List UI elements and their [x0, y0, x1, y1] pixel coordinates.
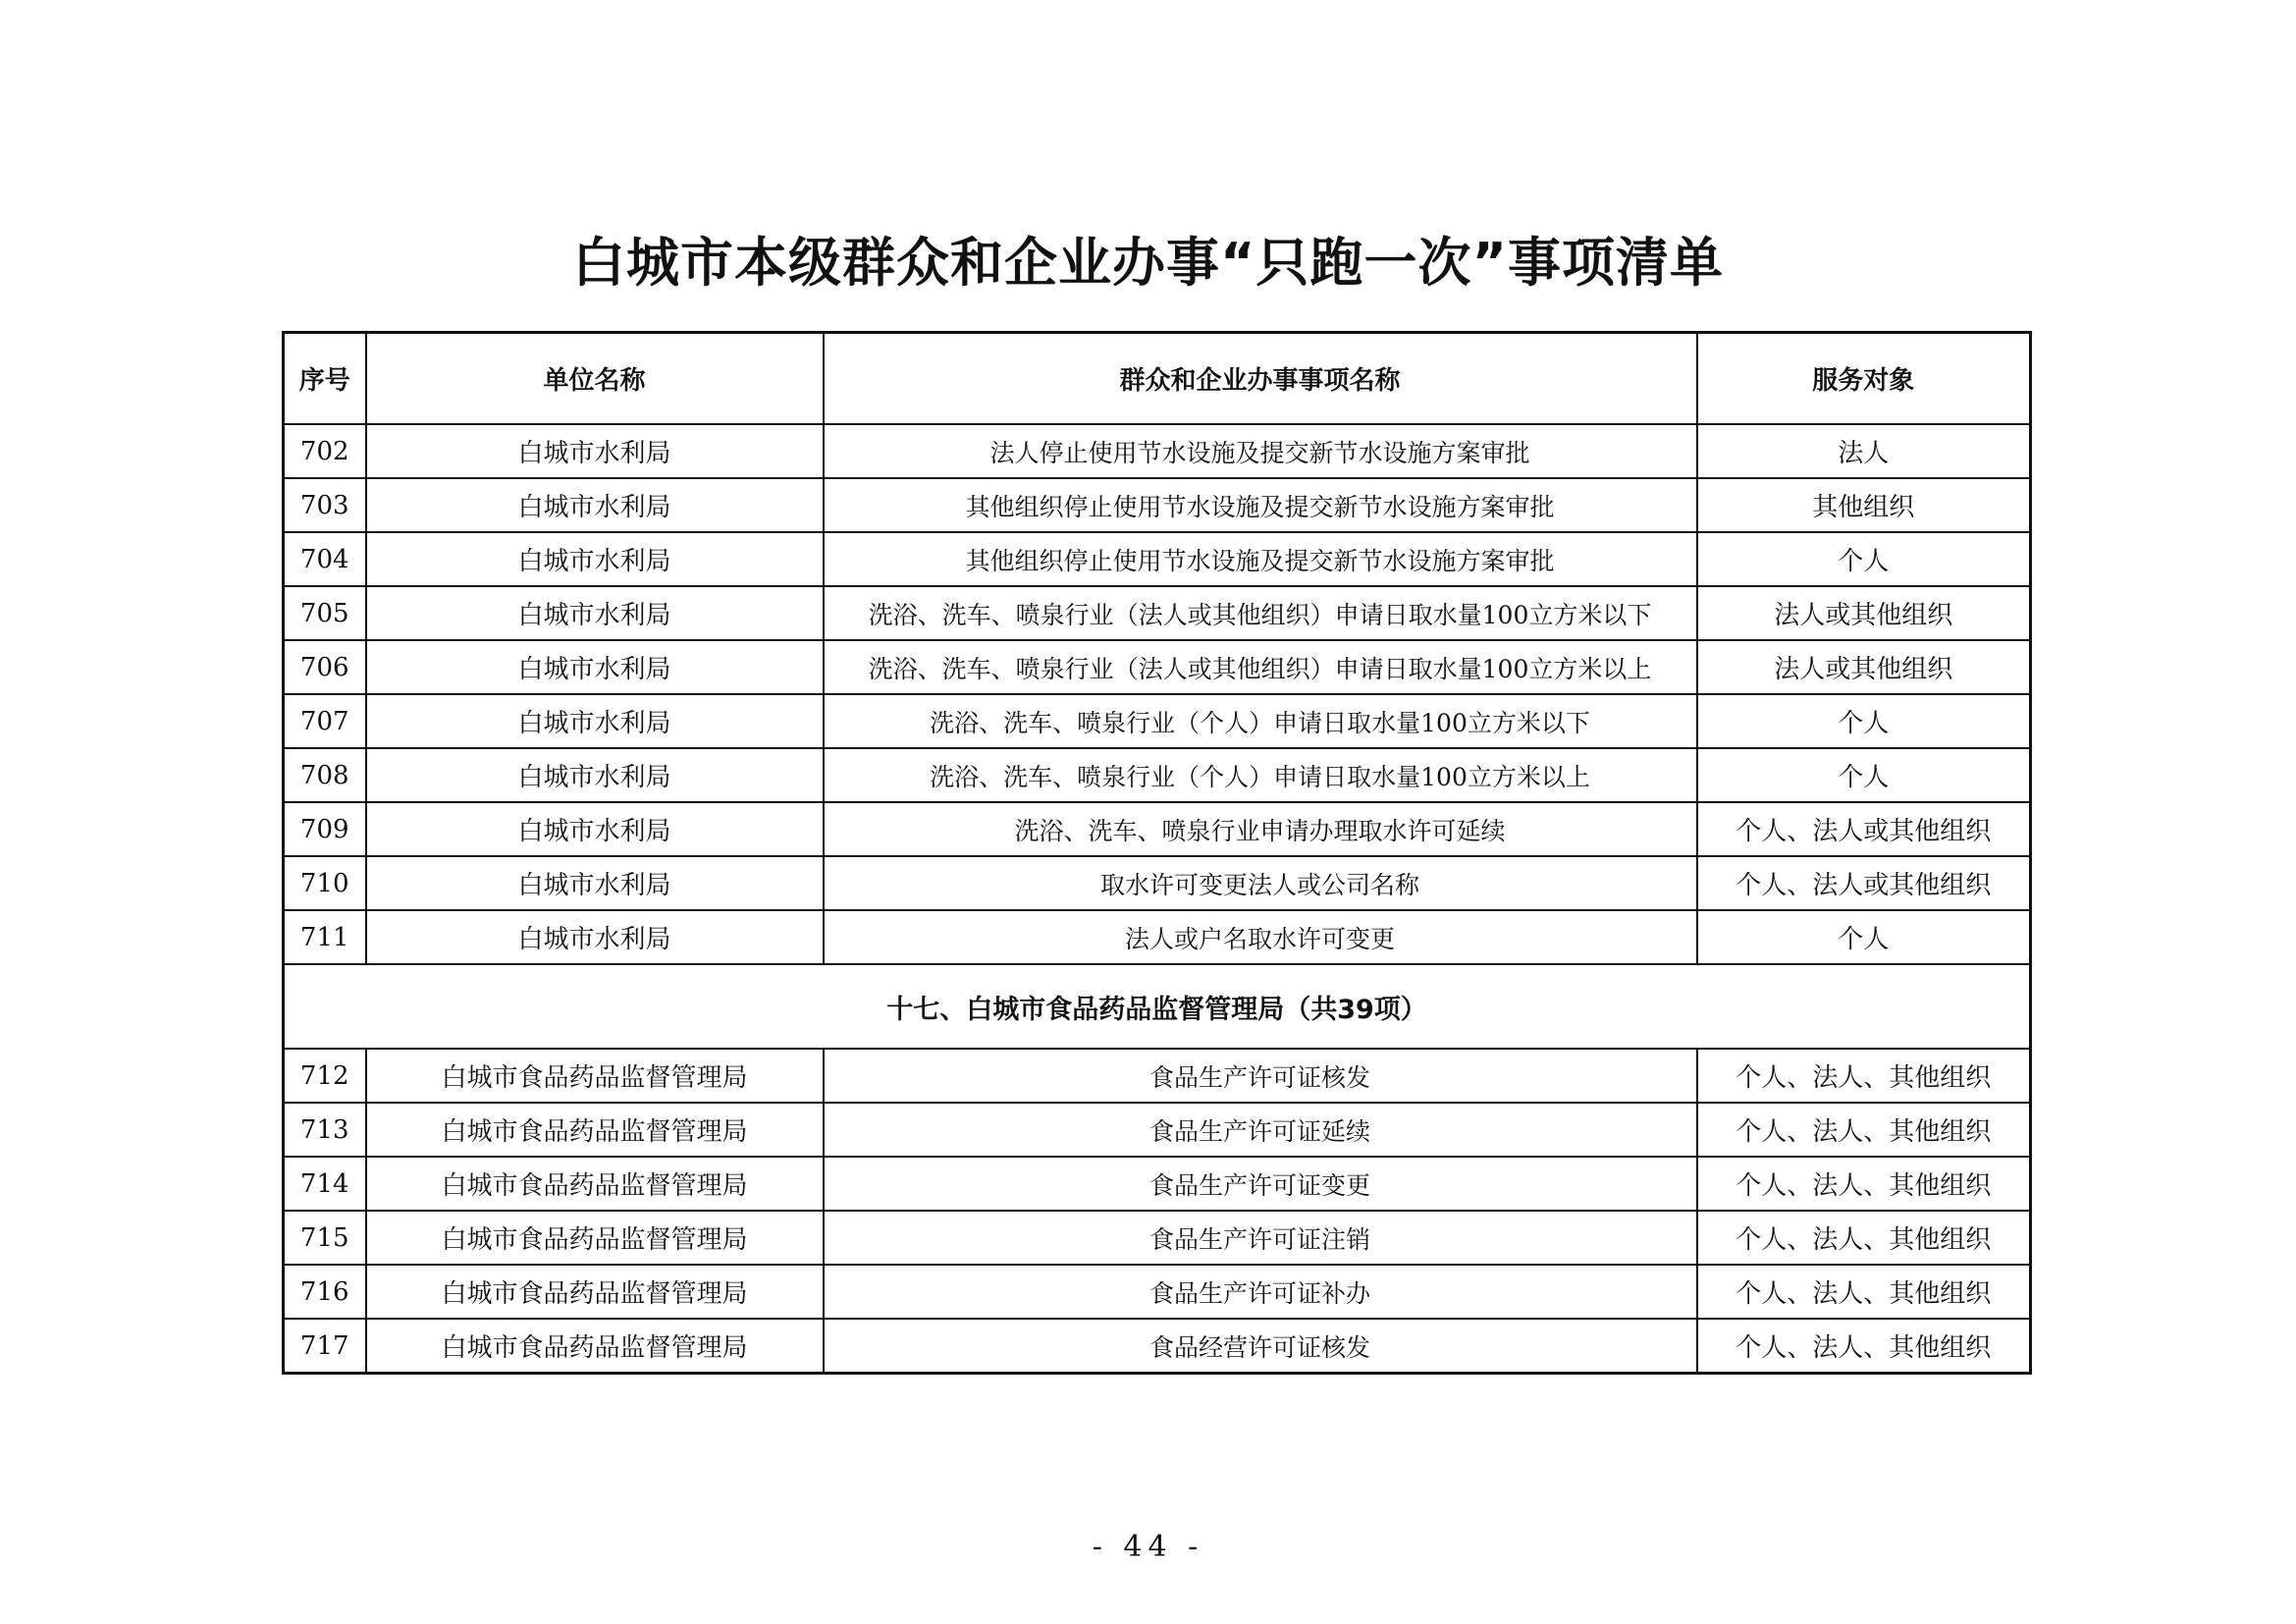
table-row	[284, 802, 2031, 856]
table-row	[284, 910, 2031, 964]
cell-unit: 白城市水利局	[366, 856, 824, 910]
table-row	[284, 748, 2031, 802]
cell-item: 食品生产许可证延续	[824, 1103, 1697, 1157]
cell-target: 个人、法人、其他组织	[1697, 1103, 2031, 1157]
cell-target: 个人、法人、其他组织	[1697, 1157, 2031, 1211]
cell-seq: 708	[284, 748, 366, 802]
table-header-row	[284, 333, 2031, 425]
cell-item: 洗浴、洗车、喷泉行业（个人）申请日取水量100立方米以下	[824, 694, 1697, 748]
cell-item: 食品生产许可证变更	[824, 1157, 1697, 1211]
cell-seq: 715	[284, 1211, 366, 1265]
cell-unit: 白城市水利局	[366, 586, 824, 640]
header-item: 群众和企业办事事项名称	[824, 333, 1697, 425]
cell-item: 其他组织停止使用节水设施及提交新节水设施方案审批	[824, 478, 1697, 532]
cell-seq: 703	[284, 478, 366, 532]
cell-item: 洗浴、洗车、喷泉行业（法人或其他组织）申请日取水量100立方米以上	[824, 640, 1697, 694]
header-target: 服务对象	[1697, 333, 2031, 425]
cell-seq: 705	[284, 586, 366, 640]
water-bureau-rows	[284, 424, 2031, 964]
cell-target: 个人	[1697, 910, 2031, 964]
table-row	[284, 586, 2031, 640]
cell-unit: 白城市食品药品监督管理局	[366, 1265, 824, 1319]
cell-target: 个人、法人或其他组织	[1697, 802, 2031, 856]
cell-unit: 白城市水利局	[366, 748, 824, 802]
cell-item: 洗浴、洗车、喷泉行业（个人）申请日取水量100立方米以上	[824, 748, 1697, 802]
cell-target: 个人、法人、其他组织	[1697, 1319, 2031, 1374]
table-row	[284, 694, 2031, 748]
section-heading: 十七、白城市食品药品监督管理局（共39项）	[284, 964, 2031, 1049]
cell-seq: 710	[284, 856, 366, 910]
cell-seq: 702	[284, 424, 366, 478]
cell-target: 个人、法人、其他组织	[1697, 1211, 2031, 1265]
cell-unit: 白城市食品药品监督管理局	[366, 1211, 824, 1265]
cell-target: 法人或其他组织	[1697, 640, 2031, 694]
table-row	[284, 424, 2031, 478]
table-row	[284, 1265, 2031, 1319]
section-body	[284, 964, 2031, 1049]
cell-seq: 716	[284, 1265, 366, 1319]
cell-target: 个人	[1697, 532, 2031, 586]
cell-target: 法人	[1697, 424, 2031, 478]
food-bureau-rows	[284, 1049, 2031, 1374]
cell-unit: 白城市水利局	[366, 424, 824, 478]
cell-item: 食品经营许可证核发	[824, 1319, 1697, 1374]
cell-item: 法人或户名取水许可变更	[824, 910, 1697, 964]
cell-target: 个人、法人、其他组织	[1697, 1265, 2031, 1319]
table-row	[284, 1049, 2031, 1103]
cell-seq: 712	[284, 1049, 366, 1103]
cell-seq: 707	[284, 694, 366, 748]
table-row	[284, 1103, 2031, 1157]
cell-item: 食品生产许可证补办	[824, 1265, 1697, 1319]
cell-target: 个人	[1697, 748, 2031, 802]
cell-seq: 713	[284, 1103, 366, 1157]
cell-unit: 白城市水利局	[366, 532, 824, 586]
cell-item: 食品生产许可证注销	[824, 1211, 1697, 1265]
cell-item: 其他组织停止使用节水设施及提交新节水设施方案审批	[824, 532, 1697, 586]
cell-target: 个人、法人、其他组织	[1697, 1049, 2031, 1103]
cell-seq: 706	[284, 640, 366, 694]
cell-item: 洗浴、洗车、喷泉行业申请办理取水许可延续	[824, 802, 1697, 856]
page-number: - 44 -	[1092, 1530, 1204, 1564]
cell-unit: 白城市水利局	[366, 640, 824, 694]
cell-unit: 白城市水利局	[366, 910, 824, 964]
cell-unit: 白城市水利局	[366, 478, 824, 532]
cell-target: 法人或其他组织	[1697, 586, 2031, 640]
table-row	[284, 478, 2031, 532]
table-row	[284, 1211, 2031, 1265]
cell-seq: 711	[284, 910, 366, 964]
header-unit: 单位名称	[366, 333, 824, 425]
cell-target: 其他组织	[1697, 478, 2031, 532]
table-row	[284, 1319, 2031, 1374]
table-row	[284, 856, 2031, 910]
document-title: 白城市本级群众和企业办事“只跑一次”事项清单	[572, 232, 1724, 294]
cell-target: 个人、法人或其他组织	[1697, 856, 2031, 910]
cell-item: 取水许可变更法人或公司名称	[824, 856, 1697, 910]
cell-seq: 714	[284, 1157, 366, 1211]
cell-unit: 白城市食品药品监督管理局	[366, 1049, 824, 1103]
header-seq: 序号	[284, 333, 366, 425]
cell-unit: 白城市水利局	[366, 802, 824, 856]
cell-unit: 白城市水利局	[366, 694, 824, 748]
section-row	[284, 964, 2031, 1049]
cell-item: 法人停止使用节水设施及提交新节水设施方案审批	[824, 424, 1697, 478]
table-row	[284, 640, 2031, 694]
cell-unit: 白城市食品药品监督管理局	[366, 1157, 824, 1211]
cell-seq: 709	[284, 802, 366, 856]
cell-item: 食品生产许可证核发	[824, 1049, 1697, 1103]
cell-unit: 白城市食品药品监督管理局	[366, 1319, 824, 1374]
matters-table	[282, 331, 2032, 1375]
cell-seq: 717	[284, 1319, 366, 1374]
cell-seq: 704	[284, 532, 366, 586]
table-row	[284, 1157, 2031, 1211]
cell-item: 洗浴、洗车、喷泉行业（法人或其他组织）申请日取水量100立方米以下	[824, 586, 1697, 640]
table-row	[284, 532, 2031, 586]
cell-unit: 白城市食品药品监督管理局	[366, 1103, 824, 1157]
cell-target: 个人	[1697, 694, 2031, 748]
